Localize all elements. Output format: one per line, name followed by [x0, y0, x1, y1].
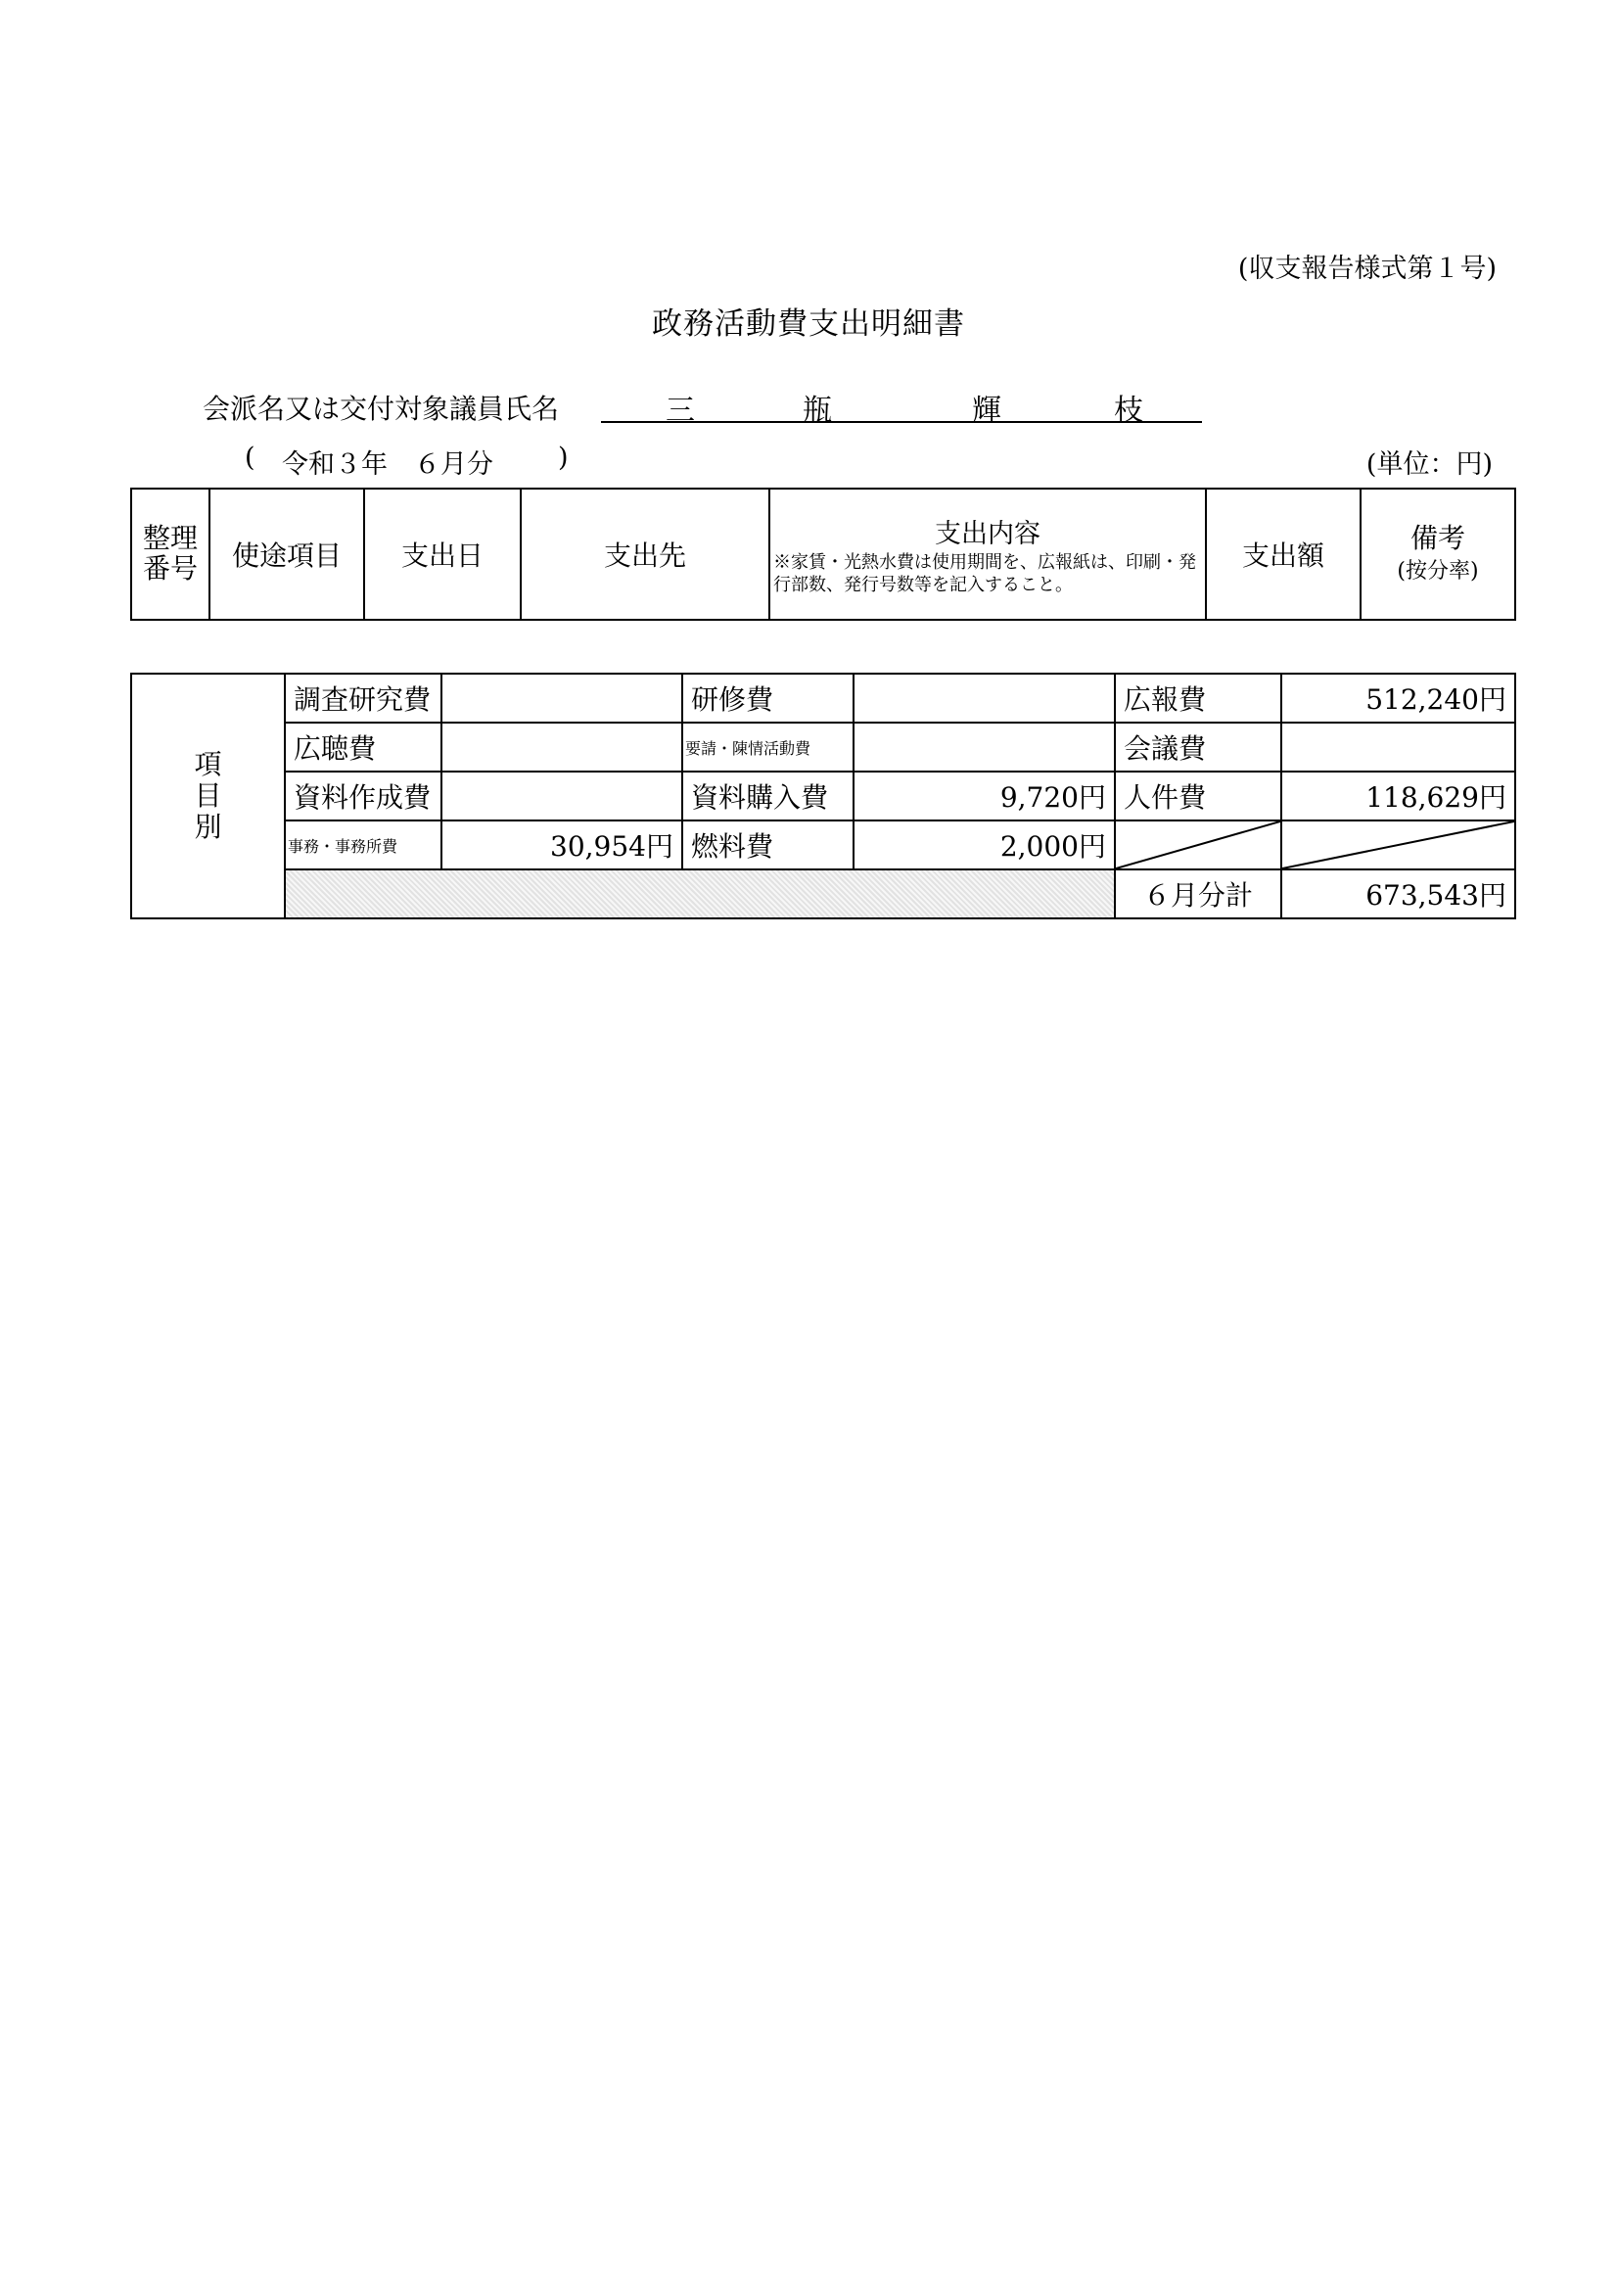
- category-label: 広聴費: [285, 723, 441, 772]
- category-value: [854, 674, 1115, 723]
- category-value: 2,000円: [854, 820, 1115, 869]
- total-value: 673,543円: [1281, 869, 1515, 918]
- category-summary-table: [130, 673, 1516, 919]
- empty-slash-cell: [1281, 820, 1515, 869]
- col-number-line1: 整理: [142, 522, 198, 555]
- name-label: 会派名又は交付対象議員氏名: [203, 393, 560, 425]
- category-value: [441, 723, 682, 772]
- category-label: 人件費: [1115, 772, 1281, 820]
- side-label-char: 目: [194, 778, 222, 812]
- category-value: 9,720円: [854, 772, 1115, 820]
- member-name-char-3: 輝: [972, 394, 1001, 428]
- category-value: 118,629円: [1281, 772, 1515, 820]
- category-label: 要請・陳情活動費: [682, 723, 854, 772]
- member-name-char-4: 枝: [1114, 394, 1143, 428]
- document-title: 政務活動費支出明細書: [652, 306, 965, 342]
- col-amount: 支出額: [1206, 489, 1361, 620]
- category-label: 会議費: [1115, 723, 1281, 772]
- table-header-row: [131, 489, 1515, 620]
- col-content-note: ※家賃・光熱水費は使用期間を、広報紙は、印刷・発行部数、発行号数等を記入すること。: [773, 552, 1196, 595]
- diagonal-slash: [1116, 821, 1280, 868]
- report-period: 令和３年 ６月分: [282, 449, 493, 480]
- category-value: 512,240円: [1281, 674, 1515, 723]
- member-name-char-1: 三: [666, 394, 695, 428]
- category-value: [441, 772, 682, 820]
- category-value: [854, 723, 1115, 772]
- table-row: [131, 674, 1515, 723]
- category-label: 広報費: [1115, 674, 1281, 723]
- redacted-area: [285, 869, 1115, 918]
- period-open-paren: (: [245, 443, 255, 473]
- category-label: 資料作成費: [285, 772, 441, 820]
- col-remarks-title: 備考: [1409, 522, 1465, 555]
- category-value: 30,954円: [441, 820, 682, 869]
- side-label-char: 項: [194, 747, 222, 780]
- category-label: 事務・事務所費: [285, 820, 441, 869]
- category-label: 研修費: [682, 674, 854, 723]
- col-number: [131, 489, 209, 620]
- diagonal-slash: [1282, 821, 1514, 868]
- table-row: [131, 820, 1515, 869]
- table-row: [131, 723, 1515, 772]
- col-remarks-sub: (按分率): [1397, 559, 1479, 584]
- category-value: [1281, 723, 1515, 772]
- form-number: (収支報告様式第１号): [1237, 254, 1497, 284]
- unit-label: (単位：円): [1365, 449, 1493, 480]
- col-date: 支出日: [364, 489, 521, 620]
- table-row: [131, 772, 1515, 820]
- table-row: [131, 869, 1515, 918]
- col-content: [769, 489, 1206, 620]
- member-name-char-2: 瓶: [803, 394, 832, 428]
- category-value: [441, 674, 682, 723]
- total-label: ６月分計: [1115, 869, 1281, 918]
- period-close-paren: ): [558, 443, 569, 473]
- category-label: 燃料費: [682, 820, 854, 869]
- col-payee: 支出先: [521, 489, 769, 620]
- col-content-title: 支出内容: [935, 519, 1040, 549]
- col-purpose: 使途項目: [209, 489, 364, 620]
- category-label: 資料購入費: [682, 772, 854, 820]
- col-number-line2: 番号: [142, 552, 198, 585]
- side-label-char: 別: [194, 811, 222, 844]
- category-label: 調査研究費: [285, 674, 441, 723]
- empty-slash-cell: [1115, 820, 1281, 869]
- expense-detail-header-table: [130, 488, 1516, 621]
- category-side-label: [131, 674, 285, 918]
- col-remarks: [1361, 489, 1515, 620]
